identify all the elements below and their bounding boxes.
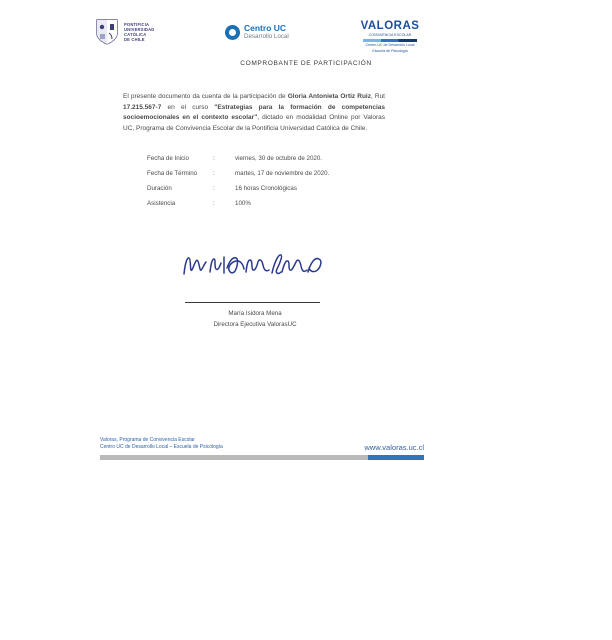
valoras-subtitle-2: Centro UC de Desarrollo Local — [365, 43, 415, 48]
footer-bar-blue-segment — [368, 455, 424, 460]
detail-colon: : — [213, 185, 215, 192]
valoras-subtitle-1: CONVIVENCIA ESCOLAR — [368, 33, 412, 37]
paragraph-part-4: , dictado en modalidad Online por Valoras UC, Programa de Convivencia Escolar de la Pontificia Universidad Católica de Chile. — [123, 114, 385, 132]
uc-line-2: UNIVERSIDAD — [124, 26, 155, 32]
uc-line-4: DE CHILE — [124, 37, 145, 43]
detail-label: Fecha de Inicio — [147, 155, 189, 162]
centro-uc-subtitle: Desarrollo Local — [244, 33, 289, 40]
centro-uc-title: Centro UC — [244, 23, 287, 33]
footer-organization — [100, 437, 223, 451]
footer-website-link[interactable]: www.valoras.uc.cl — [364, 443, 424, 452]
details-table — [147, 155, 415, 215]
table-row — [147, 185, 415, 200]
detail-label: Duración — [147, 185, 172, 192]
signature-divider — [185, 302, 320, 303]
footer-bar-grey-segment — [100, 455, 368, 460]
footer-line-2: Centro UC de Desarrollo Local – Escuela de Psicología — [100, 444, 223, 450]
uc-line-1: PONTIFICIA — [124, 21, 150, 27]
centro-uc-logo — [225, 24, 289, 41]
detail-value: 16 horas Cronológicas — [235, 185, 297, 192]
footer-color-bar — [100, 455, 424, 460]
valoras-subtitle-3: Escuela de Psicología — [372, 48, 408, 53]
centro-uc-circle-icon — [225, 25, 240, 40]
uc-logo — [95, 18, 154, 46]
detail-label: Fecha de Término — [147, 170, 198, 177]
valoras-title: VALORAS — [360, 20, 420, 32]
paragraph-part-1: El presente documento da cuenta de la participación de — [123, 93, 288, 100]
page-title: COMPROBANTE DE PARTICIPACIÓN — [240, 60, 372, 67]
course-name: "Estrategias para la formación de competencias socioemocionales en el contexto escolar" — [123, 103, 385, 122]
uc-line-3: CATÓLICA — [124, 32, 147, 37]
paragraph-part-3: en el curso — [161, 103, 215, 111]
handwritten-signature-icon — [180, 248, 330, 284]
signatory-block — [140, 308, 370, 330]
signatory-role: Directora Ejecutiva ValorasUC — [213, 321, 297, 328]
detail-label: Asistencia — [147, 200, 176, 207]
certificate-paragraph — [123, 92, 385, 134]
valoras-logo — [355, 20, 425, 53]
paragraph-part-2: , Rut — [370, 93, 385, 100]
table-row — [147, 155, 415, 170]
centro-uc-logo-text — [244, 24, 289, 41]
detail-colon: : — [213, 200, 215, 207]
participant-name: Gloria Antonieta Ortiz Ruiz — [287, 93, 371, 100]
detail-colon: : — [213, 155, 215, 162]
uc-shield-icon — [95, 18, 119, 46]
detail-colon: : — [213, 170, 215, 177]
signatory-name: María Isidora Mena — [228, 310, 282, 317]
table-row — [147, 200, 415, 215]
document-header — [0, 10, 612, 56]
footer-line-1: Valoras, Programa de Convivencia Escolar — [100, 437, 195, 443]
participant-rut: 17.215.567-7 — [123, 103, 162, 111]
detail-value: martes, 17 de noviembre de 2020. — [235, 170, 330, 177]
valoras-color-bar-icon — [363, 39, 417, 42]
table-row — [147, 170, 415, 185]
detail-value: viernes, 30 de octubre de 2020. — [235, 155, 323, 162]
detail-value: 100% — [235, 200, 251, 207]
uc-logo-text — [124, 22, 154, 43]
